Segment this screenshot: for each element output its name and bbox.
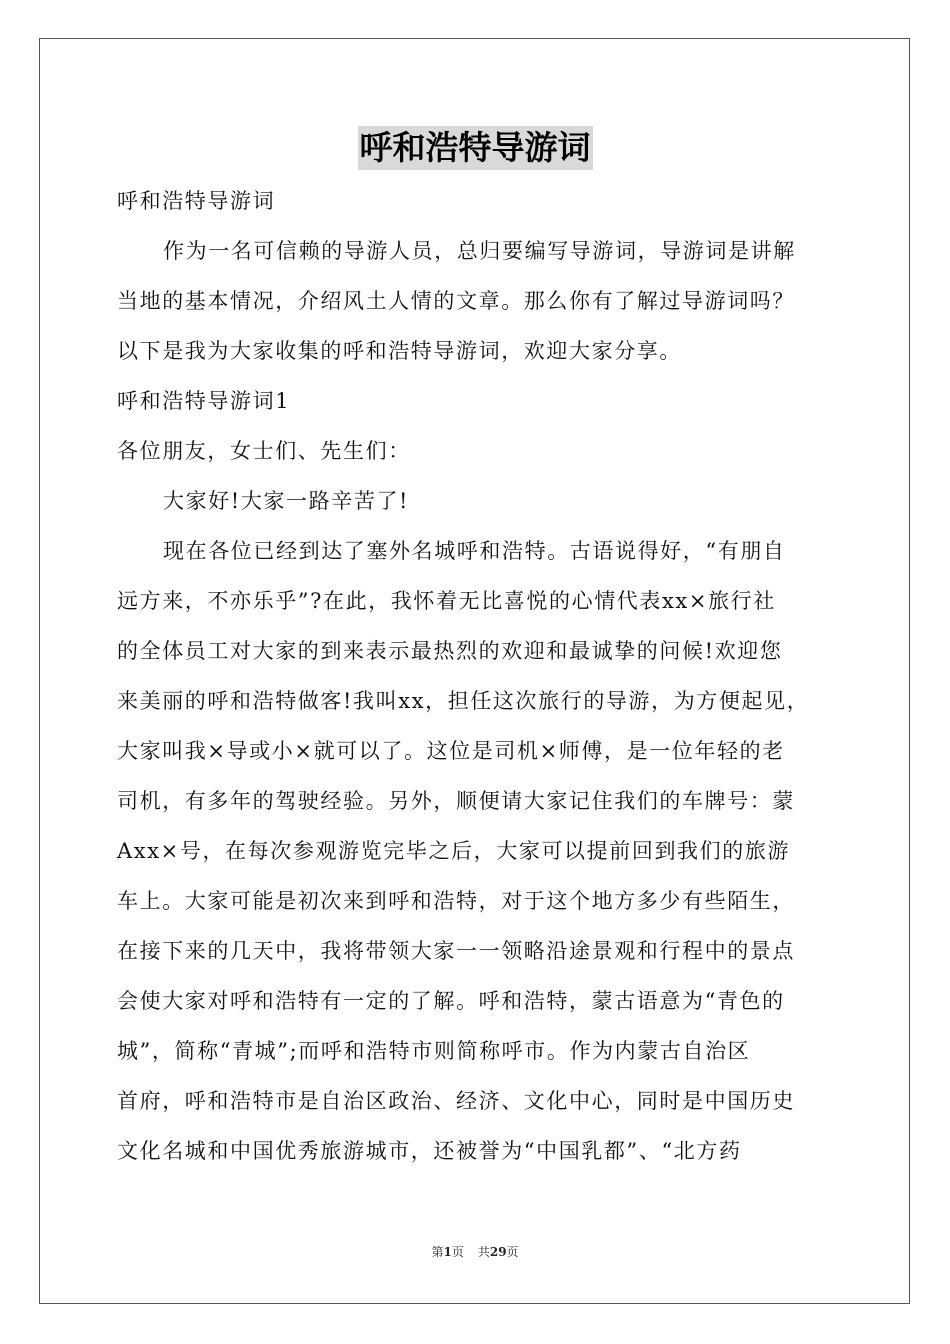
paragraph-line: 来美丽的呼和浩特做客!我叫xx，担任这次旅行的导游，为方便起见， [117, 689, 810, 713]
title-wrap [0, 126, 950, 170]
paragraph-line: 会使大家对呼和浩特有一定的了解。呼和浩特，蒙古语意为“青色的 [117, 989, 785, 1013]
paragraph-line: 现在各位已经到达了塞外名城呼和浩特。古语说得好，“有朋自 [163, 539, 786, 563]
paragraph-line: 城”，简称“青城”;而呼和浩特市则简称呼市。作为内蒙古自治区 [117, 1039, 751, 1063]
page-suffix: 页 [451, 1245, 464, 1259]
paragraph-line: 当地的基本情况，介绍风土人情的文章。那么你有了解过导游词吗？ [117, 289, 795, 313]
paragraph-line: 大家好!大家一路辛苦了! [163, 489, 410, 513]
page-number: 1 [443, 1245, 452, 1259]
greeting-line: 各位朋友，女士们、先生们： [117, 439, 411, 463]
paragraph-line: 文化名城和中国优秀旅游城市，还被誉为“中国乳都”、“北方药 [117, 1139, 742, 1163]
paragraph-line: 司机，有多年的驾驶经验。另外，顺便请大家记住我们的车牌号：蒙 [117, 789, 795, 813]
subtitle-line: 呼和浩特导游词 [117, 189, 276, 213]
paragraph-line: 车上。大家可能是初次来到呼和浩特，对于这个地方多少有些陌生， [117, 889, 795, 913]
paragraph-line: 的全体员工对大家的到来表示最热烈的欢迎和最诚挚的问候!欢迎您 [117, 639, 783, 663]
paragraph-line: 以下是我为大家收集的呼和浩特导游词，欢迎大家分享。 [117, 339, 682, 363]
paragraph-line: 作为一名可信赖的导游人员，总归要编写导游词，导游词是讲解 [163, 239, 796, 263]
paragraph-line: 远方来，不亦乐乎”?在此，我怀着无比喜悦的心情代表xx×旅行社 [117, 589, 776, 613]
paragraph-line: 大家叫我×导或小×就可以了。这位是司机×师傅，是一位年轻的老 [117, 739, 785, 763]
paragraph-line: 在接下来的几天中，我将带领大家一一领略沿途景观和行程中的景点 [117, 939, 795, 963]
total-prefix: 共 [477, 1245, 490, 1259]
document-title: 呼和浩特导游词 [358, 126, 593, 170]
paragraph-line: Axx×号，在每次参观游览完毕之后，大家可以提前回到我们的旅游 [117, 839, 791, 863]
paragraph-line: 首府，呼和浩特市是自治区政治、经济、文化中心，同时是中国历史 [117, 1089, 795, 1113]
document-body [117, 176, 833, 1176]
section-heading: 呼和浩特导游词1 [117, 389, 291, 413]
page-prefix: 第 [431, 1245, 444, 1259]
page-footer [0, 1243, 950, 1260]
total-pages: 29 [489, 1245, 507, 1259]
total-suffix: 页 [506, 1245, 519, 1259]
